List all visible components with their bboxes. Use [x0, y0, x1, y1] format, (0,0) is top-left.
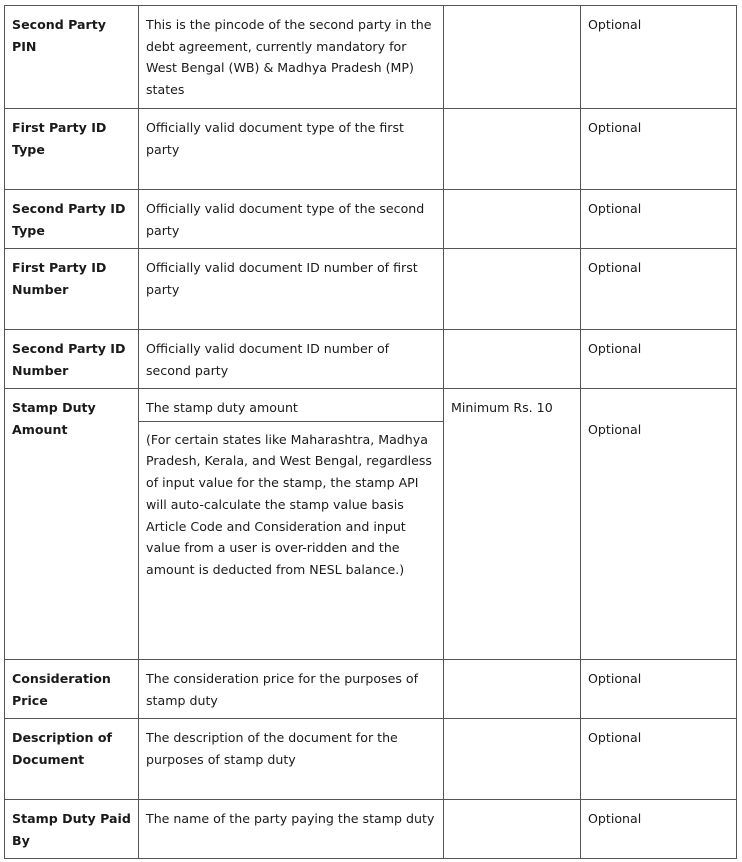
field-requirement-label: Optional [588, 422, 642, 437]
field-condition [444, 660, 581, 719]
field-name: Description of Document [5, 719, 139, 800]
table-row [5, 389, 737, 660]
field-description: Officially valid document type of the first party [139, 109, 444, 190]
table-row [5, 6, 737, 109]
field-description-main: The stamp duty amount [146, 400, 298, 415]
field-name: Second Party ID Number [5, 330, 139, 389]
field-description [139, 389, 444, 660]
field-condition [444, 249, 581, 330]
field-requirement: Optional [581, 800, 737, 859]
field-description: This is the pincode of the second party in the debt agreement, currently mandatory for West Bengal (WB) & Madhya Pradesh (MP) states [139, 6, 444, 109]
field-name: First Party ID Number [5, 249, 139, 330]
field-requirement: Optional [581, 660, 737, 719]
field-name: Second Party ID Type [5, 190, 139, 249]
field-name: Stamp Duty Amount [5, 389, 139, 660]
field-condition [444, 719, 581, 800]
field-requirement: Optional [581, 6, 737, 109]
table-row [5, 109, 737, 190]
field-requirement: Optional [581, 249, 737, 330]
field-description: Officially valid document ID number of first party [139, 249, 444, 330]
fields-table [4, 5, 737, 859]
field-requirement: Optional [581, 190, 737, 249]
field-name: Consideration Price [5, 660, 139, 719]
field-condition [444, 190, 581, 249]
table-row [5, 249, 737, 330]
field-condition [444, 800, 581, 859]
table-row [5, 719, 737, 800]
field-requirement: Optional [581, 109, 737, 190]
field-requirement: Optional [581, 330, 737, 389]
field-condition [444, 109, 581, 190]
field-description: Officially valid document ID number of second party [139, 330, 444, 389]
field-name: First Party ID Type [5, 109, 139, 190]
field-description: The description of the document for the purposes of stamp duty [139, 719, 444, 800]
field-description-note: (For certain states like Maharashtra, Madhya Pradesh, Kerala, and West Bengal, regardless of input value for the stamp, the stamp API will auto-calculate the stamp value basis Article Code and Consideration and input value from a user is over-ridden and the amount is deducted from NESL balance.) [146, 431, 432, 577]
field-name: Stamp Duty Paid By [5, 800, 139, 859]
field-name: Second Party PIN [5, 6, 139, 109]
table-row [5, 190, 737, 249]
field-requirement: Optional [581, 719, 737, 800]
field-requirement [581, 389, 737, 660]
field-condition [444, 6, 581, 109]
table-row [5, 330, 737, 389]
field-description: The name of the party paying the stamp duty [139, 800, 444, 859]
field-description: Officially valid document type of the second party [139, 190, 444, 249]
field-description: The consideration price for the purposes of stamp duty [139, 660, 444, 719]
field-condition: Minimum Rs. 10 [444, 389, 581, 660]
table-row [5, 660, 737, 719]
table-row [5, 800, 737, 859]
field-condition [444, 330, 581, 389]
